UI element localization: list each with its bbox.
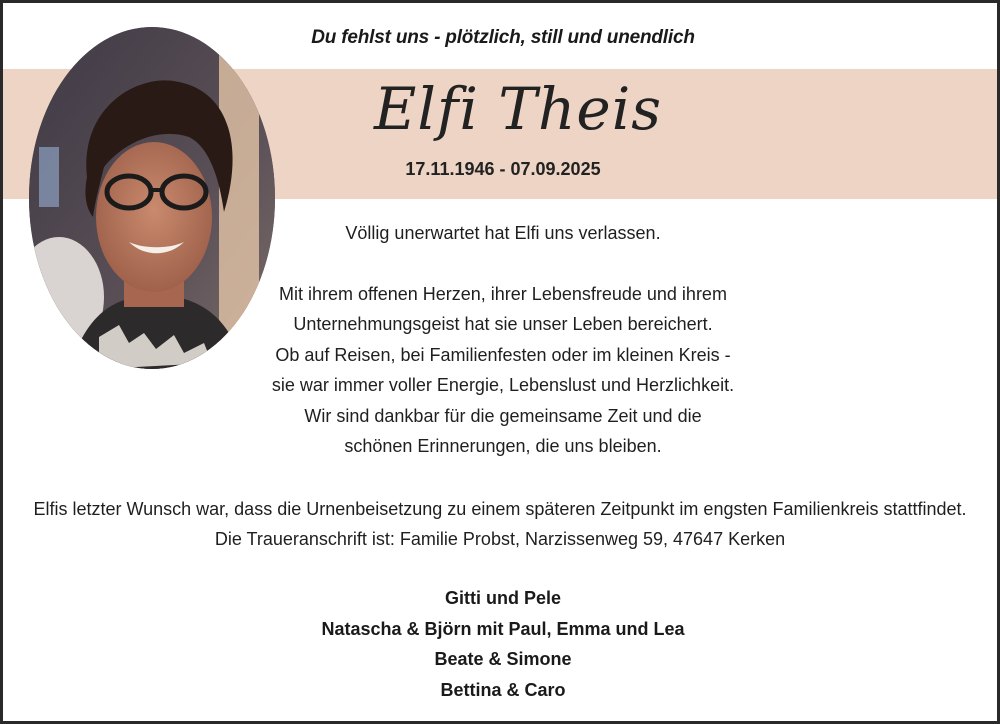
tribute-line: Ob auf Reisen, bei Familienfesten oder im kleinen Kreis - [275,344,731,365]
tribute-text [203,218,803,462]
family-line: Beate & Simone [434,649,572,669]
deceased-name: Elfi Theis [373,75,663,143]
paragraph-gap [203,249,803,279]
tribute-line: Unternehmungsgeist hat sie unser Leben bereichert. [293,314,713,334]
life-dates: 17.11.1946 - 07.09.2025 [405,159,601,179]
tribute-line: Wir sind dankbar für die gemeinsame Zeit und die [304,405,702,426]
last-wish: Elfis letzter Wunsch war, dass die Urnenbeisetzung zu einem späteren Zeitpunkt im engsten Familienkreis stattfindet. [33,499,967,519]
tribute-line: sie war immer voller Energie, Lebenslust und Herzlichkeit. [271,375,735,395]
motto: Du fehlst uns - plötzlich, still und unendlich [311,27,695,48]
family-line: Natascha & Björn mit Paul, Emma und Lea [321,618,685,639]
funeral-info [13,494,987,554]
family-line: Bettina & Caro [440,679,566,700]
mourning-address: Die Traueranschrift ist: Familie Probst, Narzissenweg 59, 47647 Kerken [214,529,786,549]
intro-line: Völlig unerwartet hat Elfi uns verlassen. [345,223,661,243]
tribute-line: Mit ihrem offenen Herzen, ihrer Lebensfreude und ihrem [279,283,727,304]
family-signatures [203,583,803,705]
tribute-line: schönen Erinnerungen, die uns bleiben. [344,436,662,456]
family-line: Gitti und Pele [444,588,561,608]
